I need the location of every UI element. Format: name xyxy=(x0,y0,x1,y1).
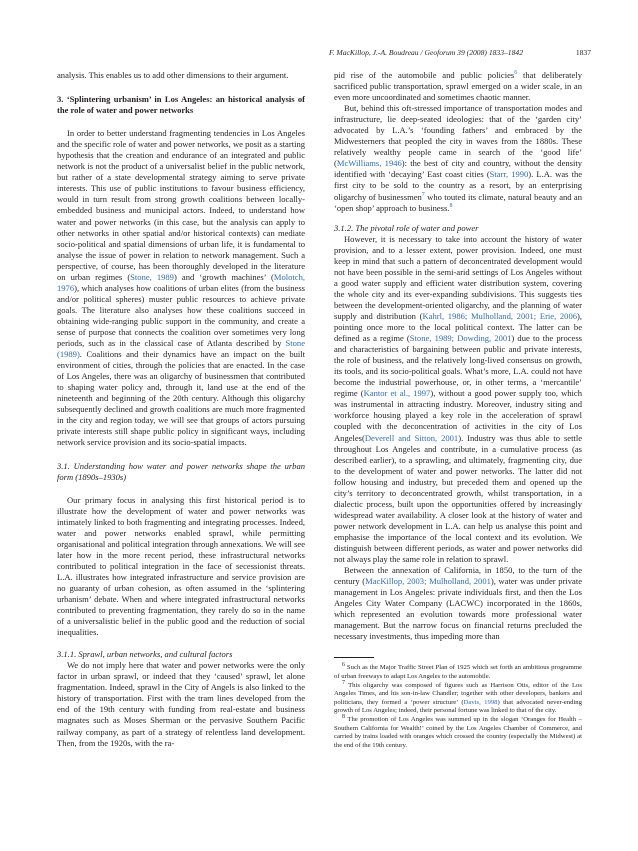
citation-link[interactable]: Kahrl, 1986; Mulholland, 2001; Erie, 2006 xyxy=(422,310,578,321)
footnote: $^7$ This oligarchy was composed of figures such as Harrison Otis, editor of the Los Angeles Times, and his son-in-law Chandler; together with other developers, bankers and politicians, they formed a ‘power structure’ (Davis, 1998) that advocated never-ending growth of Los Angeles; indeed, their personal fortune was linked to that of the city. xyxy=(334,679,582,715)
citation-link[interactable]: McWilliams, 1946 xyxy=(336,158,402,169)
subsection-heading: 3.1.1. Sprawl, urban networks, and cultural factors xyxy=(57,649,233,660)
right-column xyxy=(334,70,582,750)
paragraph: pid rise of the automobile and public policies$^6$ that deliberately sacrificed public transportation, sprawl emerged on a wider scale, in an even more uncoordinated and sometimes chaotic manner. xyxy=(334,70,582,103)
paragraph: However, it is necessary to take into account the history of water provision, and to a lesser extent, power provision. Indeed, one must keep in mind that such a pattern of deconcentrated development would not have been possible in the semi-arid settings of Los Angeles without a good water supply and efficient water distribution system, covering the whole city and its ever-expanding subdivisions. This suggests ties between the development-oriented oligarchy, and the planning of water supply and distribution (Kahrl, 1986; Mulholland, 2001; Erie, 2006), pointing once more to the local political context. The latter can be defined as a regime (Stone, 1989; Dowding, 2001) due to the process and characteristics of bargaining between public and private interests, the role of business, and the relatively long-lived consensus on growth, its tools, and its socio-political goals. What’s more, L.A. could not have become the industrial powerhouse, or, in other terms, a ‘mercantile’ regime (Kantor et al., 1997), without a good power supply too, which was instrumental in attracting industry. Moreover, industry siting and workforce housing played a key role in the acceleration of sprawl coupled with the deconcentration of activities in the city of Los Angeles(Deverell and Sitton, 2001). Industry was thus able to settle throughout Los Angeles and contribute, in a cumulative process (as described earlier), to a sprawling, and ultimately, fragmenting city, due to the development of water and power networks. The latter did not follow housing and industry, but preceded them and opened up the city’s territory to deconcentrated growth, whilst transportation, in a dialectic process, built upon the opportunities offered by increasingly widespread water availability. A closer look at the history of water and power network development in L.A. can help us analyse this point and emphasise the importance of the local context and its evolution. We distinguish between different periods, as water and power networks did not always play the same role in relation to sprawl. xyxy=(334,233,583,565)
footnote: $^6$ Such as the Major Traffic Street Plan of 1925 which set forth an ambitious programme of urban freeways to adapt Los Angeles to the automobile. xyxy=(334,662,582,680)
citation-link[interactable]: Stone, 1989 xyxy=(130,271,174,282)
paragraph: Between the annexation of California, in 1850, to the turn of the century (MacKillop, 2003; Mulholland, 2001), water was under private management in Los Angeles: private individuals first, and then the Los Angeles City Water Company (LACWC) incorporated in the 1860s, which represented an evolution towards more professional water management. But the narrow focus on financial returns precluded the necessary investments, thus impeding more than xyxy=(334,565,582,642)
paragraph: Our primary focus in analysing this first historical period is to illustrate how the development of water and power networks was intimately linked to both fragmenting and integrating processes. Indeed, water and power networks enabled sprawl, while permitting organisational and political integration through annexations. We will see later how in the more recent period, these infrastructural networks contributed to political integration in the face of secessionist threats. L.A. illustrates how integrated infrastructure and service provision are no guaranty of urban cohesion, as often assumed in the ‘splintering urbanism’ debate. When and where integrated infrastructural networks contributed to preventing fragmentation, they rarely do so in the name of a universalistic belief in the public good and the reduction of social inequalities. xyxy=(57,494,305,638)
footnote-ref[interactable]: 8 xyxy=(449,202,453,209)
running-title: F. MacKillop, J.-A. Boudreau / Geoforum 39 (2008) 1833–1842 xyxy=(328,48,523,57)
citation-link[interactable]: Stone, 1989; Dowding, 2001 xyxy=(409,333,512,344)
citation-link[interactable]: Kantor et al., 1997 xyxy=(363,388,431,399)
paragraph: But, behind this oft-stressed importance of transportation modes and infrastructure, lie deep-seated ideologies: that of the ‘garden city’ advocated by L.A.’s ‘founding fathers’ and embraced by the Midwesterners that peopled the city in waves from the 1880s. These relatively wealthy people came in search of the ‘good life’ (McWilliams, 1946): the best of city and country, without the density identified with ‘decaying’ East coast cities (Starr, 1990). L.A. was the first city to be sold to the country as a resort, by an enterprising oligarchy of businessmen$^7$ who touted its climate, natural beauty and an ‘open shop’ approach to business.$^8$ xyxy=(334,103,583,213)
paragraph: analysis. This enables us to add other dimensions to their argument. xyxy=(57,70,289,80)
footnote-ref[interactable]: 7 xyxy=(421,191,425,198)
citation-link[interactable]: Molotch, 1976 xyxy=(57,271,305,293)
paragraph: In order to better understand fragmenting tendencies in Los Angeles and the specific role of water and power networks, we posit as a starting hypothesis that the creation and endurance of an integrated and public network is not the product of a universalist belief in the public network, but rather of a state developmental strategy aiming to serve private interests. This use of public institutions to favour business efficiency, would in turn result from strong growth coalitions between locally-embedded business and municipal actors. Indeed, to understand how water and power networks (in this case, but the analysis can apply to other networks in other spatial and/or historical contexts) can mediate socio-political and spatial dimensions of urban life, it is fundamental to analyse the issue of power in relation to network management. Such a perspective, of course, has been thoroughly developed in the literature on urban regimes (Stone, 1989) and ‘growth machines’ (Molotch, 1976), which analyses how coalitions of urban elites (from the business and/or political spheres) muster public resources to achieve private goals. The literature also analyses how these coalitions succeed in obtaining wide-ranging public support in the community, and create a sense of purpose that connects the coalition over sometimes very long periods, such as in the classical case of Atlanta described by Stone (1989). Coalitions and their dynamics have an impact on the built environment of cities, through the policies that are enacted. In the case of Los Angeles, there was an oligarchy of businessmen that contributed to shaping water policy and, through it, land use at the end of the nineteenth and beginning of the 20th century. Although this oligarchy subsequently declined and growth coalitions are much more fragmented in the city and region today, we will see that groups of actors pursuing private interests still shape public policy in significant ways, including network service provision and its socio-spatial impacts. xyxy=(57,128,305,448)
footnote: $^8$ The promotion of Los Angeles was summed up in the slogan ‘Oranges for Health – Southern California for Wealth!’ coined by the Los Angeles Chamber of Commerce, and carried by trains loaded with oranges which crossed the country (especially the Midwest) at the end of the 19th century. xyxy=(334,713,582,749)
footnote-number: 8 xyxy=(342,713,345,720)
footnote-ref[interactable]: 6 xyxy=(514,70,518,77)
section-heading: 3. ‘Splintering urbanism’ in Los Angeles: an historical analysis of the role of water and power networks xyxy=(57,94,305,116)
paragraph: We do not imply here that water and power networks were the only factor in urban sprawl, or indeed that they ‘caused’ sprawl, let alone fragmentation. Indeed, sprawl in the City of Angels is also linked to the history of transportation. First with the tram lines developed from the end of the 19th century with funding from real-estate and business magnates such as Moses Sherman or the pervasive Southern Pacific railway company, as part of a strategy of relentless land development. Then, from the 1920s, with the ra- xyxy=(57,660,305,748)
subsection-heading: 3.1.2. The pivotal role of water and power xyxy=(334,222,479,233)
running-header xyxy=(0,48,638,62)
footnotes xyxy=(334,664,582,750)
citation-link[interactable]: Deverell and Sitton, 2001 xyxy=(364,432,459,443)
left-column xyxy=(57,70,305,749)
page-number: 1837 xyxy=(575,48,591,57)
footnote-number: 6 xyxy=(342,662,345,669)
citation-link[interactable]: Davis, 1998 xyxy=(463,698,498,706)
footnote-divider xyxy=(334,657,374,658)
subsection-heading: 3.1. Understanding how water and power networks shape the urban form (1890s–1930s) xyxy=(57,460,305,482)
citation-link[interactable]: Stone (1989) xyxy=(57,338,305,360)
citation-link[interactable]: Starr, 1990 xyxy=(489,169,529,180)
footnote-number: 7 xyxy=(342,679,345,686)
citation-link[interactable]: MacKillop, 2003; Mulholland, 2001 xyxy=(365,576,491,587)
